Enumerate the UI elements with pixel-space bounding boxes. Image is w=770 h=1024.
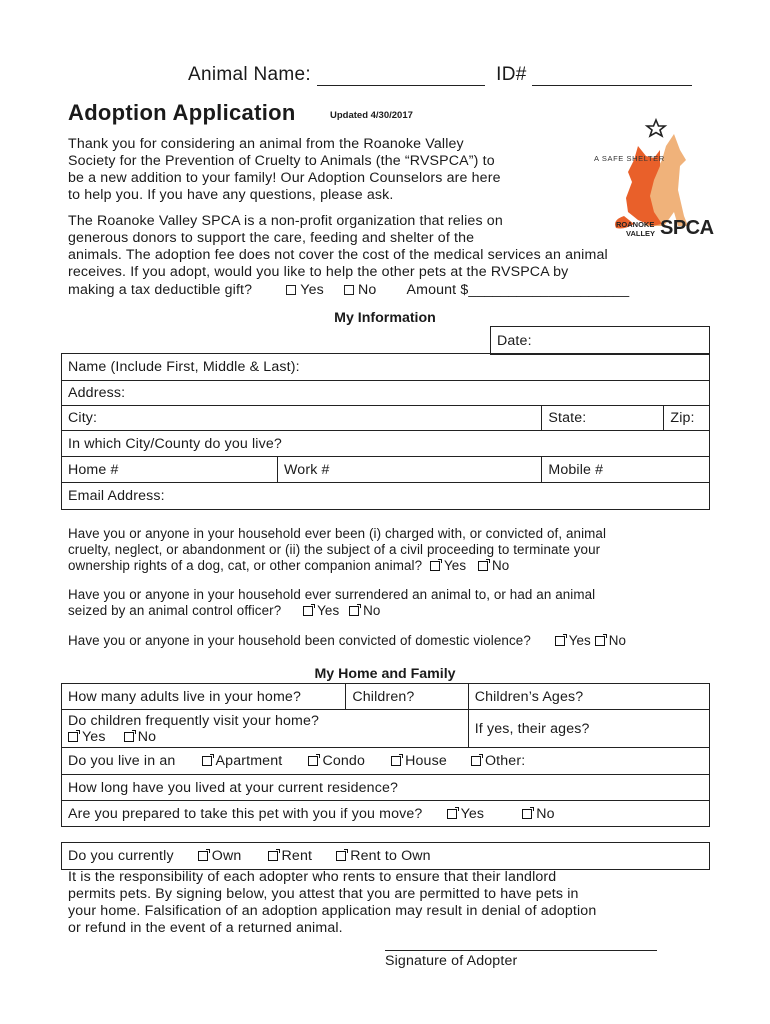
note-line: permits pets. By signing below, you attest that you are permitted to have pets in <box>68 886 579 902</box>
live-in-label: Do you live in an <box>68 753 176 769</box>
no-label: No <box>363 603 381 618</box>
no-label: No <box>608 633 627 648</box>
no-label: No <box>357 282 377 298</box>
q3-yes-option[interactable] <box>555 633 591 648</box>
gift-question: making a tax deductible gift? <box>68 282 253 298</box>
id-label: ID# <box>496 64 527 85</box>
mobile-phone-field[interactable]: Mobile # <box>542 457 710 483</box>
intro-line: animals. The adoption fee does not cover the cost of the medical services an animal <box>68 247 608 263</box>
visit-yes-option[interactable] <box>68 729 106 745</box>
visit-question: Do children frequently visit your home? <box>68 712 320 729</box>
apartment-checkbox[interactable] <box>202 756 212 766</box>
rent-checkbox[interactable] <box>268 851 278 861</box>
no-label: No <box>491 558 510 573</box>
own-label: Own <box>211 848 242 864</box>
q3-no-option[interactable] <box>595 633 626 648</box>
prepared-question: Are you prepared to take this pet with you if you move? <box>68 805 423 822</box>
gift-yes-checkbox[interactable] <box>286 285 296 295</box>
q3-no-checkbox[interactable] <box>595 636 605 646</box>
home-family-heading: My Home and Family <box>314 666 456 682</box>
q1-yes-option[interactable] <box>430 558 466 573</box>
intro-paragraph-2 <box>68 213 718 281</box>
house-label: House <box>405 753 447 769</box>
my-information-table <box>490 326 710 355</box>
email-field[interactable]: Email Address: <box>62 483 710 510</box>
other-label: Other: <box>484 753 526 769</box>
note-line: It is the responsibility of each adopter who rents to ensure that their landlord <box>68 869 557 885</box>
question-line: Have you or anyone in your household been convicted of domestic violence? <box>68 633 531 648</box>
rent-label: Rent <box>281 848 313 864</box>
rent-option[interactable] <box>268 848 313 864</box>
q1-no-option[interactable] <box>478 558 509 573</box>
contact-table <box>61 353 710 510</box>
signature-line[interactable] <box>385 950 657 951</box>
question-2 <box>68 587 718 619</box>
address-field[interactable]: Address: <box>62 381 710 406</box>
work-phone-field[interactable]: Work # <box>278 457 542 483</box>
other-option[interactable] <box>471 753 525 769</box>
condo-label: Condo <box>322 753 366 769</box>
question-line: Have you or anyone in your household ever surrendered an animal to, or had an animal <box>68 587 596 602</box>
intro-line: to help you. If you have any questions, please ask. <box>68 187 394 203</box>
intro-line: receives. If you adopt, would you like to help the other pets at the RVSPCA by <box>68 264 569 280</box>
rent-to-own-checkbox[interactable] <box>336 851 346 861</box>
visit-no-option[interactable] <box>124 729 156 745</box>
city-county-field[interactable]: In which City/County do you live? <box>62 431 710 457</box>
yes-label: Yes <box>443 558 467 573</box>
name-field[interactable]: Name (Include First, Middle & Last): <box>62 354 710 381</box>
visit-no-checkbox[interactable] <box>124 732 134 742</box>
ownership-label: Do you currently <box>68 848 174 864</box>
note-line: your home. Falsification of an adoption application may result in denial of adoption <box>68 903 597 919</box>
signature-label: Signature of Adopter <box>385 953 518 969</box>
own-checkbox[interactable] <box>198 851 208 861</box>
question-line: seized by an animal control officer? <box>68 603 282 618</box>
question-line: ownership rights of a dog, cat, or other companion animal? <box>68 558 423 573</box>
intro-line: Thank you for considering an animal from the Roanoke Valley <box>68 136 464 152</box>
no-label: No <box>536 805 555 822</box>
note-line: or refund in the event of a returned animal. <box>68 920 343 936</box>
date-field[interactable]: Date: <box>491 327 710 355</box>
visit-ages-field[interactable]: If yes, their ages? <box>468 710 709 748</box>
other-checkbox[interactable] <box>471 756 481 766</box>
intro-line: generous donors to support the care, feeding and shelter of the <box>68 230 475 246</box>
how-long-field[interactable]: How long have you lived at your current residence? <box>62 775 710 801</box>
yes-label: Yes <box>460 805 485 822</box>
childrens-ages-field[interactable]: Children’s Ages? <box>468 684 709 710</box>
ownership-cell <box>62 843 710 870</box>
page-title: Adoption Application <box>68 100 296 125</box>
question-1 <box>68 526 718 574</box>
apartment-option[interactable] <box>202 753 283 769</box>
house-option[interactable] <box>391 753 447 769</box>
rent-to-own-label: Rent to Own <box>350 848 431 864</box>
prepared-no-option[interactable] <box>522 806 554 822</box>
intro-line: The Roanoke Valley SPCA is a non-profit organization that relies on <box>68 213 503 229</box>
prepared-cell <box>62 801 710 827</box>
logo-org-small-1: ROANOKE <box>616 220 655 229</box>
ownership-table <box>61 842 710 870</box>
prepared-yes-option[interactable] <box>447 806 485 822</box>
prepared-yes-checkbox[interactable] <box>447 809 457 819</box>
own-option[interactable] <box>198 848 242 864</box>
yes-label: Yes <box>300 282 324 298</box>
apartment-label: Apartment <box>215 753 283 769</box>
animal-name-field[interactable] <box>317 66 485 86</box>
city-field[interactable]: City: <box>62 406 542 431</box>
prepared-no-checkbox[interactable] <box>522 809 532 819</box>
intro-line: Society for the Prevention of Cruelty to Animals (the “RVSPCA”) to <box>68 153 495 169</box>
yes-label: Yes <box>82 728 106 745</box>
q2-yes-option[interactable] <box>303 603 339 618</box>
animal-name-row <box>188 64 692 86</box>
rent-to-own-option[interactable] <box>336 848 431 864</box>
q1-yes-checkbox[interactable] <box>430 561 440 571</box>
logo-org-big: SPCA <box>660 217 714 239</box>
question-3 <box>68 633 718 649</box>
question-line: cruelty, neglect, or abandonment or (ii) the subject of a civil proceeding to terminate your <box>68 542 601 557</box>
intro-paragraph-1 <box>68 136 588 204</box>
updated-date: Updated 4/30/2017 <box>330 110 413 121</box>
visit-yes-checkbox[interactable] <box>68 732 78 742</box>
logo-org-small-2: VALLEY <box>626 229 656 238</box>
my-information-heading: My Information <box>334 310 436 326</box>
yes-label: Yes <box>317 603 340 618</box>
gift-row <box>68 282 629 299</box>
no-label: No <box>137 728 157 745</box>
landlord-note <box>68 869 718 937</box>
gift-no-option[interactable] <box>344 282 376 298</box>
home-family-table <box>61 683 710 827</box>
logo-tagline: A SAFE SHELTER <box>594 154 665 163</box>
adults-field[interactable]: How many adults live in your home? <box>62 684 346 710</box>
question-line: Have you or anyone in your household ever been (i) charged with, or convicted of, animal <box>68 526 607 541</box>
gift-no-checkbox[interactable] <box>344 285 354 295</box>
condo-option[interactable] <box>308 753 365 769</box>
home-phone-field[interactable]: Home # <box>62 457 278 483</box>
q2-yes-checkbox[interactable] <box>303 606 313 616</box>
amount-field[interactable]: ____________________ <box>468 282 630 298</box>
children-field[interactable]: Children? <box>346 684 468 710</box>
house-checkbox[interactable] <box>391 756 401 766</box>
state-field[interactable]: State: <box>542 406 664 431</box>
amount-label: Amount $ <box>406 282 469 298</box>
residence-type-cell <box>62 748 710 775</box>
intro-line: be a new addition to your family! Our Adoption Counselors are here <box>68 170 501 186</box>
condo-checkbox[interactable] <box>308 756 318 766</box>
animal-name-label: Animal Name: <box>188 64 311 85</box>
gift-yes-option[interactable] <box>286 282 324 298</box>
q2-no-option[interactable] <box>349 603 380 618</box>
zip-field[interactable]: Zip: <box>664 406 710 431</box>
q3-yes-checkbox[interactable] <box>555 636 565 646</box>
yes-label: Yes <box>568 633 591 648</box>
visit-cell <box>62 710 469 748</box>
id-field[interactable] <box>532 66 692 86</box>
q2-no-checkbox[interactable] <box>349 606 359 616</box>
q1-no-checkbox[interactable] <box>478 561 488 571</box>
